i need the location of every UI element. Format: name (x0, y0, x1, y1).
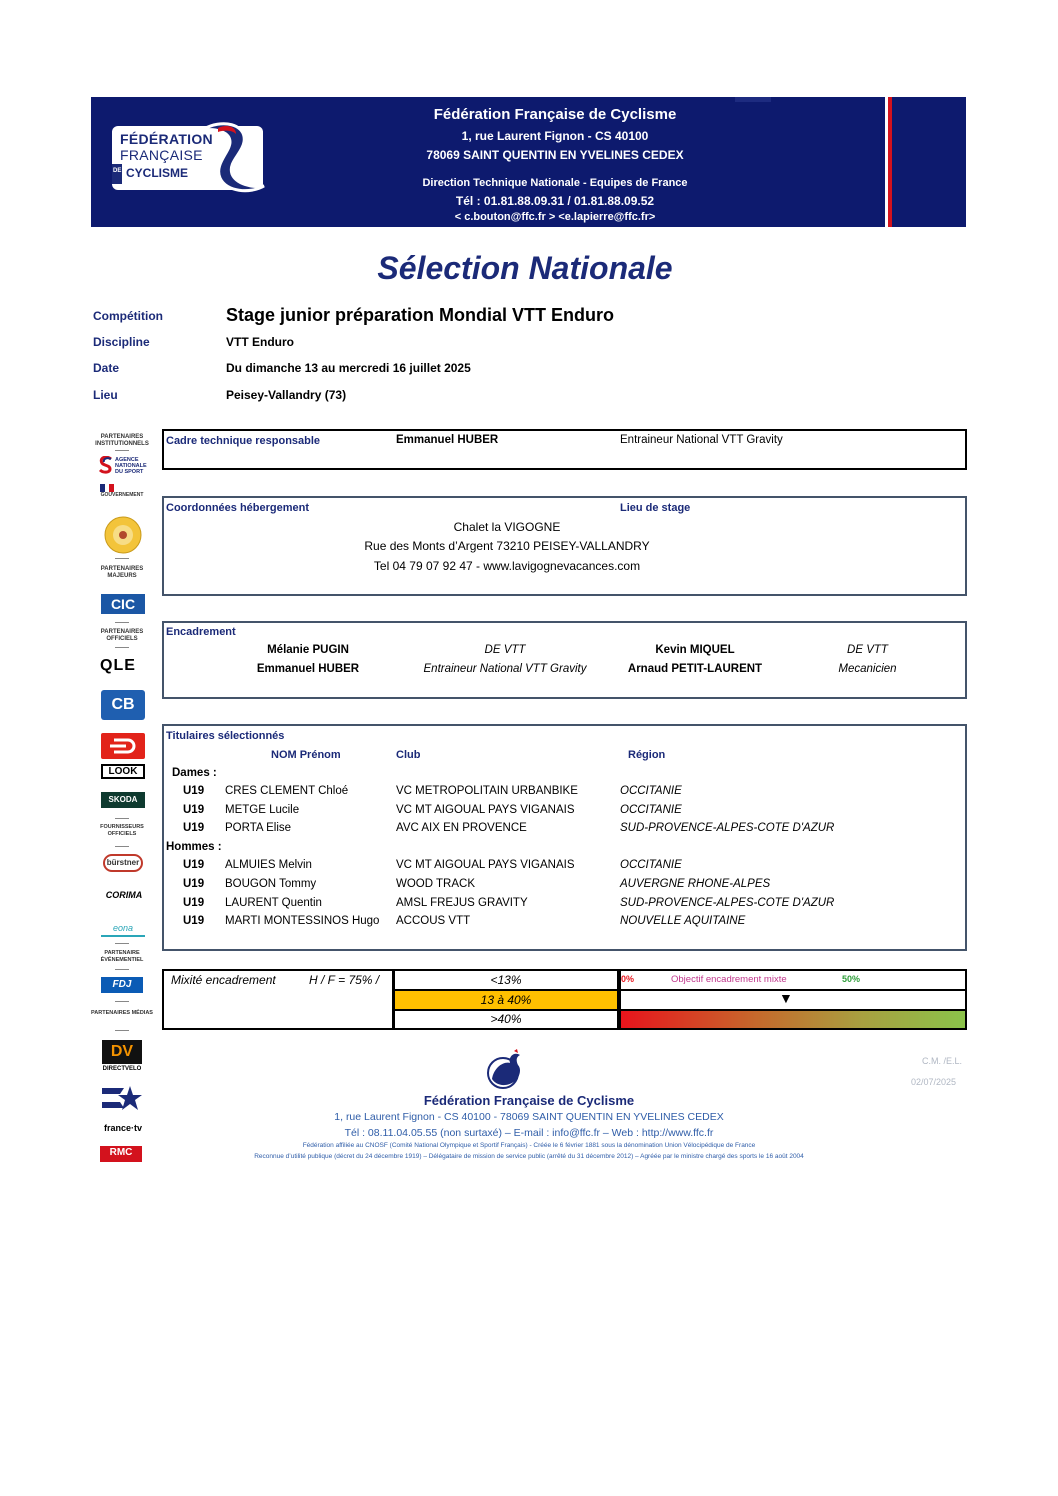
header-direction: Direction Technique Nationale - Equipes de France (422, 177, 688, 189)
sidebar-rule (115, 1030, 129, 1031)
footer-contact[interactable]: Tél : 08.11.04.05.55 (non surtaxé) – E-mail : info@ffc.fr – Web : http://www.ffc.fr (344, 1127, 714, 1139)
cell-club: WOOD TRACK (396, 878, 476, 890)
cell-club: VC MT AIGOUAL PAYS VIGANAIS (396, 859, 575, 871)
logo-text-francaise: FRANÇAISE (120, 147, 203, 163)
encadrement-box (162, 621, 967, 699)
cell-name: LAURENT Quentin (225, 897, 322, 909)
rooster-icon (486, 1049, 526, 1091)
level-high: >40% (490, 1012, 522, 1026)
competition-value: Stage junior préparation Mondial VTT Enduro (226, 305, 615, 325)
lieu-label: Lieu (93, 388, 118, 402)
cell-name: CRES CLEMENT Chloé (225, 785, 349, 797)
header-title: Fédération Française de Cyclisme (433, 106, 677, 123)
table-row (0, 915, 1058, 933)
cell-name: METGE Lucile (225, 804, 300, 816)
header-stripe-red (888, 97, 892, 227)
sidebar-partenaires-medias: PARTENAIRES MÉDIAS (91, 1010, 153, 1016)
cell-cat: U19 (183, 859, 205, 871)
look-logo: LOOK (101, 764, 145, 779)
sidebar-rule (115, 450, 129, 451)
col-header-nom: NOM Prénom (271, 749, 341, 761)
dv-logo: DV (102, 1040, 142, 1064)
table-row (0, 859, 1058, 877)
cic-logo: CIC (101, 594, 145, 614)
header-phone: Tél : 01.81.88.09.31 / 01.81.88.09.52 (455, 194, 655, 208)
sidebar-partenaires-institutionnels: PARTENAIRES INSTITUTIONNELS (95, 434, 149, 447)
sidebar-ans-text: AGENCE NATIONALE DU SPORT (115, 457, 147, 475)
eona-logo: eona (101, 923, 145, 937)
francetv-logo: france·tv (103, 1123, 142, 1133)
footer-legal1: Fédération affiliée au CNOSF (Comité National Olympique et Sportif Français) - Créée le 6 février 1881 sous la dénomination Union Vélocipédique de France (302, 1142, 756, 1149)
skoda-logo: SKODA (101, 792, 145, 808)
sidebar-partenaires-officiels: PARTENAIRES OFFICIELS (100, 629, 144, 642)
hebergement-line3[interactable]: Tel 04 79 07 92 47 - www.lavigognevacances.com (373, 559, 641, 573)
scale-marker-cell (620, 990, 966, 1010)
hommes-label: Hommes : (166, 841, 222, 853)
sidebar-rule (115, 1001, 129, 1002)
hebergement-label: Coordonnées hébergement (166, 502, 310, 514)
col-header-region: Région (628, 749, 666, 761)
cadre-name: Emmanuel HUBER (396, 434, 499, 446)
rmc-logo: RMC (100, 1146, 142, 1162)
cell-cat: U19 (183, 915, 205, 927)
ffc-swoosh-icon (192, 118, 272, 198)
staff-name: Mélanie PUGIN (267, 644, 349, 656)
sidebar-partenaires-majeurs: PARTENAIRES MAJEURS (100, 566, 144, 579)
logo-text-cyclisme: CYCLISME (126, 166, 189, 180)
scale-marker-icon: ▼ (779, 990, 793, 1006)
sidebar-rule (115, 558, 129, 559)
sidebar-rule (115, 943, 129, 944)
staff-role: DE VTT (847, 644, 888, 656)
corima-logo: CORIMA (105, 890, 143, 900)
cell-name: PORTA Elise (225, 822, 292, 834)
cell-region: AUVERGNE RHONE-ALPES (620, 878, 771, 890)
mixite-label: Mixité encadrement (171, 973, 276, 987)
staff-name: Kevin MIQUEL (655, 644, 735, 656)
cell-region: SUD-PROVENCE-ALPES-COTE D'AZUR (620, 822, 835, 834)
logo-text-de: DE (113, 168, 122, 174)
titulaires-label: Titulaires sélectionnés (166, 730, 285, 742)
footer-address: 1, rue Laurent Fignon - CS 40100 - 78069 SAINT QUENTIN EN YVELINES CEDEX (334, 1111, 724, 1123)
table-row (0, 822, 1058, 840)
cell-cat: U19 (183, 822, 205, 834)
discipline-value: VTT Enduro (226, 335, 294, 349)
table-row (0, 897, 1058, 915)
encadrement-label: Encadrement (166, 626, 236, 638)
cell-region: SUD-PROVENCE-ALPES-COTE D'AZUR (620, 897, 835, 909)
lieu-value: Peisey-Vallandry (73) (226, 388, 347, 402)
discipline-label: Discipline (93, 335, 150, 349)
ans-icon (98, 456, 114, 474)
header-address2: 78069 SAINT QUENTIN EN YVELINES CEDEX (426, 148, 684, 162)
scale-max: 50% (842, 974, 861, 984)
burstner-logo: bürstner (103, 854, 143, 872)
mixite-ratio: H / F = 75% / (309, 973, 380, 987)
staff-name: Arnaud PETIT-LAURENT (627, 663, 763, 675)
header-address1: 1, rue Laurent Fignon - CS 40100 (461, 129, 649, 143)
date-label: Date (93, 361, 120, 375)
cell-region: OCCITANIE (620, 785, 682, 797)
logo-de-block (112, 164, 122, 184)
footer-title: Fédération Française de Cyclisme (423, 1093, 635, 1108)
staff-role: Mecanicien (838, 663, 897, 675)
cadre-role: Entraineur National VTT Gravity (620, 434, 783, 446)
cell-name: MARTI MONTESSINOS Hugo (225, 915, 380, 927)
table-row (0, 785, 1058, 803)
cell-region: OCCITANIE (620, 859, 682, 871)
hebergement-line2: Rue des Monts d’Argent 73210 PEISEY-VALLANDRY (364, 539, 650, 553)
footer-initials: C.M. /E.L. (922, 1056, 963, 1066)
sidebar-rule (115, 622, 129, 623)
cb-logo: CB (101, 690, 145, 720)
table-row (0, 878, 1058, 896)
sidebar-rule (115, 846, 129, 847)
cell-name: ALMUIES Melvin (225, 859, 312, 871)
sidebar-gouvernement: GOUVERNEMENT (100, 492, 144, 498)
logo-text-federation: FÉDÉRATION (120, 131, 213, 147)
cell-name: BOUGON Tommy (225, 878, 317, 890)
cell-cat: U19 (183, 897, 205, 909)
footer-date: 02/07/2025 (911, 1077, 957, 1087)
scale-title: Objectif encadrement mixte (671, 974, 787, 985)
red-sponsor-icon (108, 737, 138, 755)
level-mid: 13 à 40% (480, 993, 532, 1007)
cell-club: AVC AIX EN PROVENCE (396, 822, 527, 834)
competition-label: Compétition (93, 309, 163, 323)
cell-cat: U19 (183, 804, 205, 816)
cell-club: ACCOUS VTT (396, 915, 471, 927)
header-emails[interactable]: < c.bouton@ffc.fr > <e.lapierre@ffc.fr> (454, 211, 656, 223)
date-value: Du dimanche 13 au mercredi 16 juillet 2025 (226, 361, 471, 375)
dames-label: Dames : (172, 767, 217, 779)
french-flag-icon (100, 484, 114, 492)
sidebar-partenaire-evenementiel: PARTENAIRE ÉVÉNEMENTIEL (100, 950, 144, 963)
scale-gradient-bar (620, 1010, 966, 1029)
sidebar-fournisseurs-officiels: FOURNISSEURS OFFICIELS (100, 824, 144, 837)
medal-logo-icon (104, 516, 142, 554)
level-low: <13% (490, 973, 522, 987)
footer-legal2: Reconnue d’utilité publique (décret du 24 décembre 1919) – Délégataire de mission de service public (arrêté du 31 décembre 2012) – Agréée par le ministre chargé des sports le 16 août 2004 (254, 1153, 804, 1160)
staff-role: DE VTT (484, 644, 526, 656)
staff-name: Emmanuel HUBER (256, 663, 360, 675)
scale-min: 0% (621, 974, 635, 984)
cell-club: VC MT AIGOUAL PAYS VIGANAIS (396, 804, 575, 816)
table-row (0, 804, 1058, 822)
cell-club: AMSL FREJUS GRAVITY (396, 897, 528, 909)
cell-region: OCCITANIE (620, 804, 682, 816)
fdj-logo: FDJ (101, 977, 143, 993)
page-title: Sélection Nationale (377, 250, 673, 286)
cell-cat: U19 (183, 878, 205, 890)
hebergement-line1: Chalet la VIGOGNE (453, 520, 561, 534)
cell-club: VC METROPOLITAIN URBANBIKE (396, 785, 578, 797)
directvelo-text: DIRECTVELO (102, 1066, 142, 1072)
cell-cat: U19 (183, 785, 205, 797)
staff-role: Entraineur National VTT Gravity (423, 663, 587, 675)
lieu-stage-label: Lieu de stage (620, 502, 691, 514)
col-header-club: Club (396, 749, 421, 761)
ale-logo: QLE (100, 657, 136, 674)
sidebar-rule (115, 969, 129, 970)
sidebar-rule (115, 647, 129, 648)
header-tab (735, 97, 771, 102)
cell-region: NOUVELLE AQUITAINE (620, 915, 746, 927)
cadre-label: Cadre technique responsable (166, 435, 321, 447)
